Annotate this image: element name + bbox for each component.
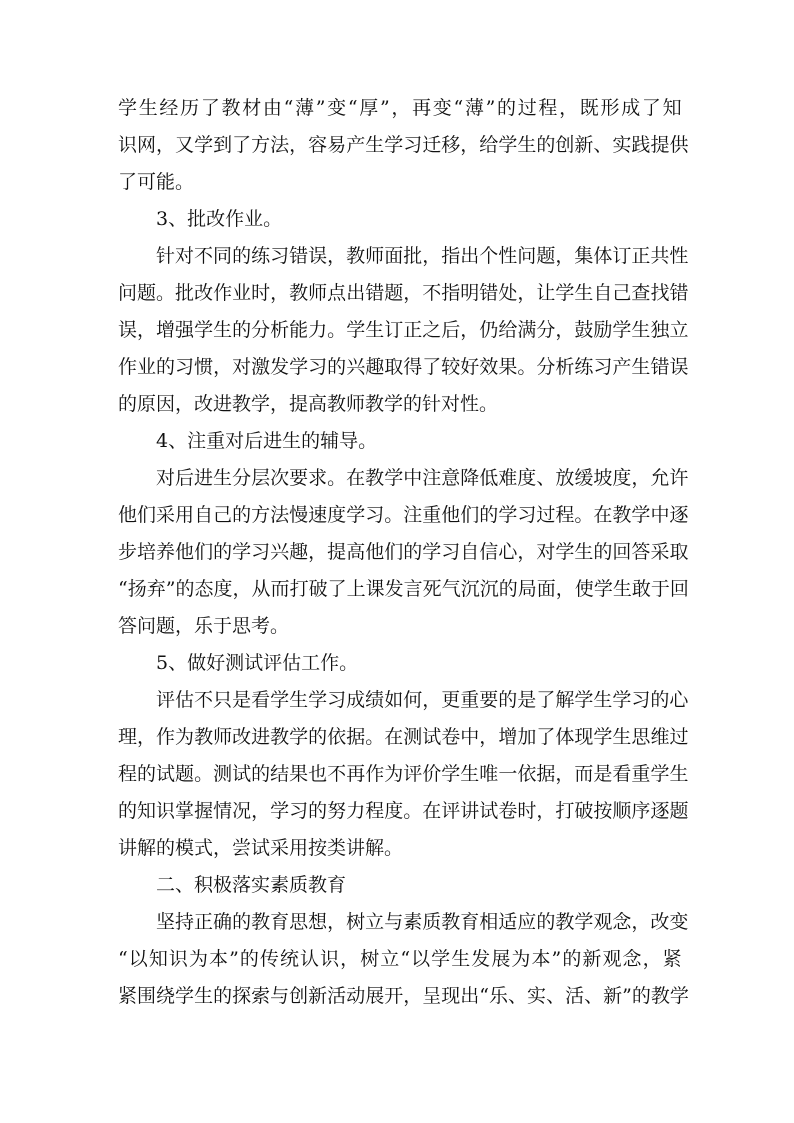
text-line: 评 估 不 只 是 看 学 生 学 习 成 绩 如 何 ， 更 重 要 的 是 了 解 学 生 学 习 的 心 — [156, 689, 689, 711]
text-line: 学 生 经 历 了 教 材 由 “ 薄 ” 变 “ 厚 ” ， 再 变 “ 薄 ” 的 过 程 ， 既 形 成 了 知 — [118, 97, 682, 119]
text-line: “ 以 知 识 为 本 ” 的 传 统 认 识 ， 树 立 “ 以 学 生 发 展 为 本 ” 的 新 观 念 ， 紧 — [118, 948, 682, 970]
text-line: 作 业 的 习 惯 ， 对 激 发 学 习 的 兴 趣 取 得 了 较 好 效 果 。 分 析 练 习 产 生 错 误 — [118, 356, 689, 378]
text-line: 3、批改作业。 — [156, 208, 283, 230]
text-line: 问 题 。 批 改 作 业 时 ， 教 师 点 出 错 题 ， 不 指 明 错 处 ， 让 学 生 自 己 查 找 错 — [118, 282, 689, 304]
text-line: 紧 围 绕 学 生 的 探 索 与 创 新 活 动 展 开 ， 呈 现 出 “ 乐 、 实 、 活 、 新 ” 的 教 学 — [118, 985, 689, 1007]
text-line: 5、做好测试评估工作。 — [156, 652, 359, 674]
text-line: 的原因，改进教学，提高教师教学的针对性。 — [118, 393, 499, 415]
text-line: 了可能。 — [118, 171, 195, 193]
text-line: 坚 持 正 确 的 教 育 思 想 ， 树 立 与 素 质 教 育 相 适 应 的 教 学 观 念 ， 改 变 — [156, 911, 689, 933]
text-line: 步 培 养 他 们 的 学 习 兴 趣 ， 提 高 他 们 的 学 习 自 信 心 ， 对 学 生 的 回 答 采 取 — [118, 541, 689, 563]
text-line: 二、积极落实素质教育 — [156, 874, 347, 896]
text-line: 他 们 采 用 自 己 的 方 法 慢 速 度 学 习 。 注 重 他 们 的 学 习 过 程 。 在 教 学 中 逐 — [118, 504, 689, 526]
text-line: 理 ， 作 为 教 师 改 进 教 学 的 依 据 。 在 测 试 卷 中 ， 增 加 了 体 现 学 生 思 维 过 — [118, 726, 689, 748]
text-line: 针 对 不 同 的 练 习 错 误 ， 教 师 面 批 ， 指 出 个 性 问 题 ， 集 体 订 正 共 性 — [156, 245, 689, 267]
text-line: 程 的 试 题 。 测 试 的 结 果 也 不 再 作 为 评 价 学 生 唯 一 依 据 ， 而 是 看 重 学 生 — [118, 763, 689, 785]
document-body — [118, 90, 689, 1015]
text-line: 对 后 进 生 分 层 次 要 求 。 在 教 学 中 注 意 降 低 难 度 、 放 缓 坡 度 ， 允 许 — [156, 467, 689, 489]
text-line: 4、注重对后进生的辅导。 — [156, 430, 378, 452]
text-line: 讲解的模式，尝试采用按类讲解。 — [118, 837, 404, 859]
text-line: 答问题，乐于思考。 — [118, 615, 290, 637]
text-line: “ 扬 弃 ” 的 态 度 ， 从 而 打 破 了 上 课 发 言 死 气 沉 沉 的 局 面 ， 使 学 生 敢 于 回 — [118, 578, 689, 600]
text-line: 误 ， 增 强 学 生 的 分 析 能 力 。 学 生 订 正 之 后 ， 仍 给 满 分 ， 鼓 励 学 生 独 立 — [118, 319, 689, 341]
text-line: 识 网 ， 又 学 到 了 方 法 ， 容 易 产 生 学 习 迁 移 ， 给 学 生 的 创 新 、 实 践 提 供 — [118, 134, 689, 156]
text-line: 的 知 识 掌 握 情 况 ， 学 习 的 努 力 程 度 。 在 评 讲 试 卷 时 ， 打 破 按 顺 序 逐 题 — [118, 800, 689, 822]
